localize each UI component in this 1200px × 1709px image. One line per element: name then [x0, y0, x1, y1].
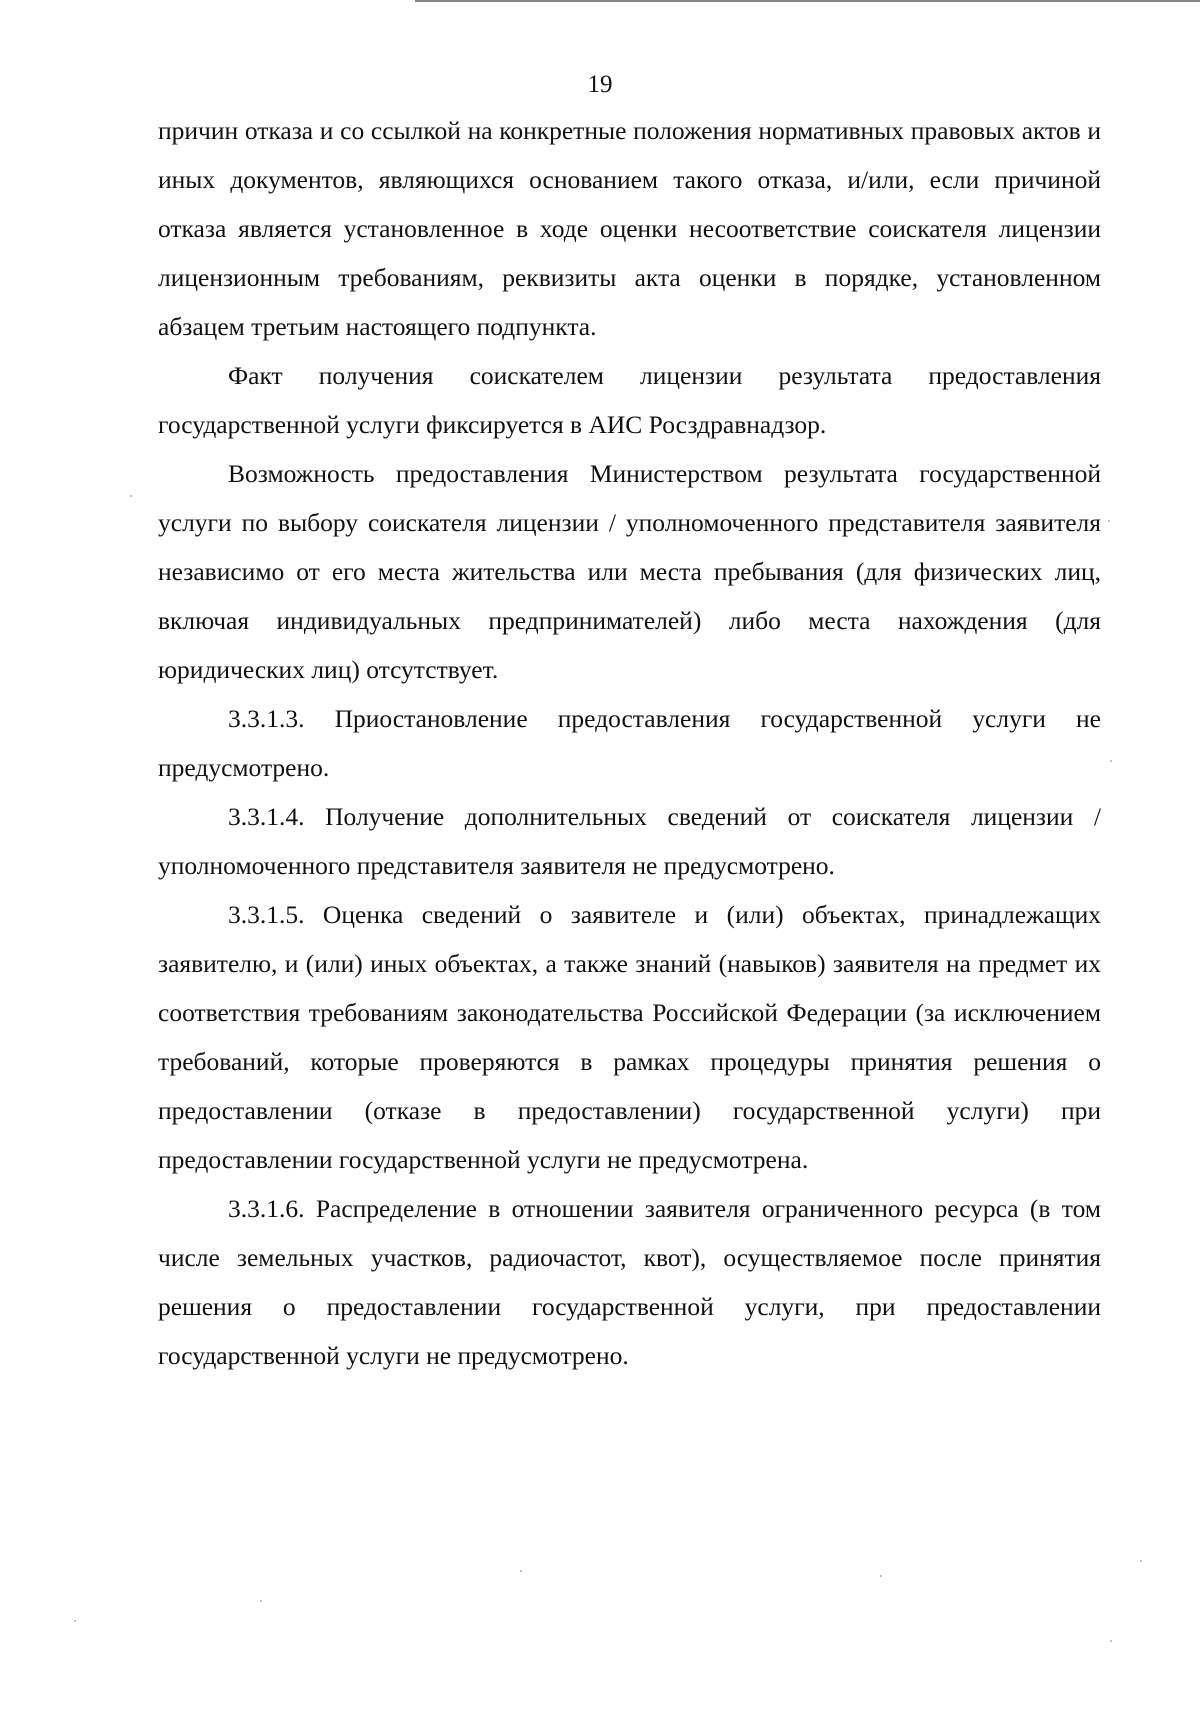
scan-speck: [1110, 760, 1112, 762]
paragraph-3-3-1-5: 3.3.1.5. Оценка сведений о заявителе и (или) объектах, принадлежащих заявителю, и (или) иных объектах, а также знаний (навыков) заявителя на предмет их соответствия требованиям законодательства Российской Федерации (за исключением требований, которые проверяются в рамках процедуры принятия решения о предоставлении (отказе в предоставлении) государственной услуги) при предоставлении государственной услуги не предусмотрена.: [158, 900, 1101, 1174]
document-body: [158, 106, 1101, 1380]
paragraph-3-3-1-4: 3.3.1.4. Получение дополнительных сведений от соискателя лицензии / уполномоченного представителя заявителя не предусмотрено.: [158, 802, 1101, 880]
scan-speck: [1110, 1640, 1112, 1642]
scan-speck: [520, 1570, 522, 1572]
paragraph-3-3-1-3: 3.3.1.3. Приостановление предоставления государственной услуги не предусмотрено.: [158, 704, 1101, 782]
page-number: 19: [587, 71, 613, 98]
top-scan-edge: [415, 0, 1200, 2]
scan-speck: [260, 1600, 262, 1602]
scan-speck: [880, 1575, 882, 1577]
paragraph-result-by-choice: Возможность предоставления Министерством результата государственной услуги по выбору соискателя лицензии / уполномоченного представителя заявителя независимо от его места жительства или места пребывания (для физических лиц, включая индивидуальных предпринимателей) либо места нахождения (для юридических лиц) отсутствует.: [158, 459, 1101, 684]
paragraph-result-receipt: Факт получения соискателем лицензии результата предоставления государственной услуги фиксируется в АИС Росздравнадзор.: [158, 361, 1101, 439]
paragraph-refusal-reasons: причин отказа и со ссылкой на конкретные положения нормативных правовых актов и иных документов, являющихся основанием такого отказа, и/или, если причиной отказа является установленное в ходе оценки несоответствие соискателя лицензии лицензионным требованиям, реквизиты акта оценки в порядке, установленном абзацем третьим настоящего подпункта.: [158, 116, 1101, 341]
scan-speck: [1108, 520, 1110, 522]
scan-speck: [74, 1620, 76, 1622]
paragraph-3-3-1-6: 3.3.1.6. Распределение в отношении заявителя ограниченного ресурса (в том числе земельных участков, радиочастот, квот), осуществляемое после принятия решения о предоставлении государственной услуги, при предоставлении государственной услуги не предусмотрено.: [158, 1194, 1101, 1370]
scan-speck: [130, 495, 132, 497]
scan-speck: [1140, 1560, 1142, 1562]
